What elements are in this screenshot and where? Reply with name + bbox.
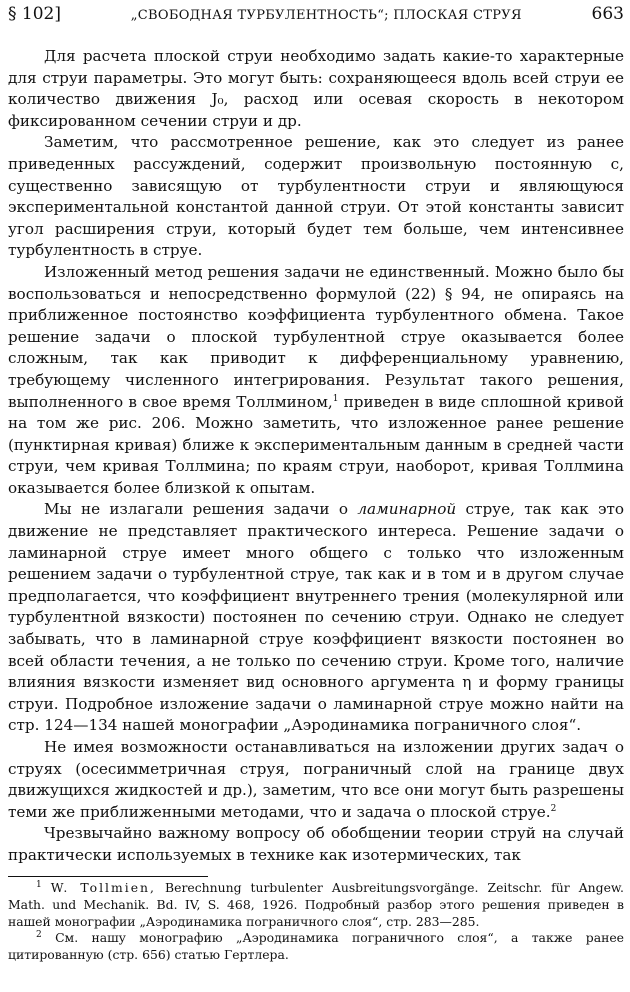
- paragraph-5-text-a: Не имея возможности останавливаться на изложении других задач о струях (осесимметричная струя, пограничный слой на границе двух движущихся жидкостей и др.), заметим, что все они могут быть разрешены теми же приближенными методами, что и задача о плоской струе.: [8, 738, 624, 821]
- section-marker: § 102]: [8, 4, 61, 24]
- paragraph-3-text-b: приведен в виде сплошной кривой на том же рис. 206. Можно заметить, что изложенное ранее решение (пунктирная кривая) ближе к экспериментальным данным в средней части струи, чем кривая Толлмина; по краям струи, наоборот, кривая Толлмина оказывается более близкой к опытам.: [8, 392, 624, 497]
- paragraph-3-text-a: Изложенный метод решения задачи не единственный. Можно было бы воспользоваться и непосредственно формулой (22) § 94, не опираясь на приближенное постоянство коэффициента турбулентного обмена. Такое решение задачи о плоской турбулентной струе оказывается более сложным, так как приводит к дифференциальному уравнению, требующему численного интегрирования. Результат такого решения, выполненного в свое время Толлмином,: [8, 262, 624, 411]
- footnote-ref-1[interactable]: 1: [332, 393, 339, 404]
- footnote-2-text: См. нашу монографию „Аэродинамика пограничного слоя“, а также ранее цитированную (стр. 656) статью Гертлера.: [8, 930, 624, 963]
- paragraph-4: [8, 499, 624, 737]
- paragraph-2: Заметим, что рассмотренное решение, как это следует из ранее приведенных рассуждений, содержит произвольную постоянную c, существенно зависящую от турбулентности струи и являющуюся экспериментальной константой данной струи. От этой константы зависит угол расширения струи, который будет тем больше, чем интенсивнее турбулентность в струе.: [8, 133, 624, 260]
- paragraph-4-emphasis: ламинарной: [357, 500, 457, 519]
- footnote-1: [8, 880, 624, 930]
- paragraph-3: [8, 262, 624, 500]
- footnote-1-text: Berechnung turbulenter Ausbreitungsvorgänge. Zeitschr. für Angew. Math. und Mechanik. Bd. IV, S. 468, 1926. Подробный разбор этого решения приведен в нашей монографии „Аэродинамика пограничного слоя“, стр. 283—285.: [8, 880, 624, 929]
- footnote-2: [8, 930, 624, 964]
- footnote-divider: [8, 876, 208, 877]
- page-number: 663: [591, 4, 624, 24]
- paragraph-4-text-b: струе, так как это движение не представляет практического интереса. Решение задачи о ламинарной струе имеет много общего с только что изложенным решением задачи о турбулентной струе, так как и в том и в другом случае предполагается, что коэффициент внутреннего трения (молекулярной или турбулентной вязкости) постоянен по сечению струи. Однако не следует забывать, что в ламинарной струе коэффициент вязкости постоянен во всей области течения, а не только по сечению струи. Кроме того, наличие влияния вязкости изменяет вид основного аргумента η и форму границы струи. Подробное изложение задачи о ламинарной струе можно найти на стр. 124—134 нашей монографии „Аэродинамика пограничного слоя“.: [8, 500, 624, 735]
- page-header: [8, 4, 624, 30]
- body-text: [8, 46, 624, 867]
- paragraph-1: Для расчета плоской струи необходимо задать какие-то характерные для струи параметры. Это могут быть: сохраняющееся вдоль всей струи ее количество движения J₀, расход или осевая скорость в некотором фиксированном сечении струи и др.: [8, 47, 624, 130]
- footnote-1-author: W. Tollmien,: [50, 880, 156, 895]
- paragraph-6: Чрезвычайно важному вопросу об обобщении теории струй на случай практически используемых в технике как изотермических, так: [8, 824, 624, 864]
- paragraph-5: [8, 737, 624, 823]
- paragraph-4-text-a: Мы не излагали решения задачи о: [44, 500, 358, 519]
- footnote-mark-1: 1: [36, 879, 42, 890]
- footnote-mark-2: 2: [36, 930, 42, 941]
- running-title: „СВОБОДНАЯ ТУРБУЛЕНТНОСТЬ“; ПЛОСКАЯ СТРУЯ: [130, 8, 522, 23]
- footnote-ref-2[interactable]: 2: [550, 803, 557, 814]
- footnotes: [8, 880, 624, 964]
